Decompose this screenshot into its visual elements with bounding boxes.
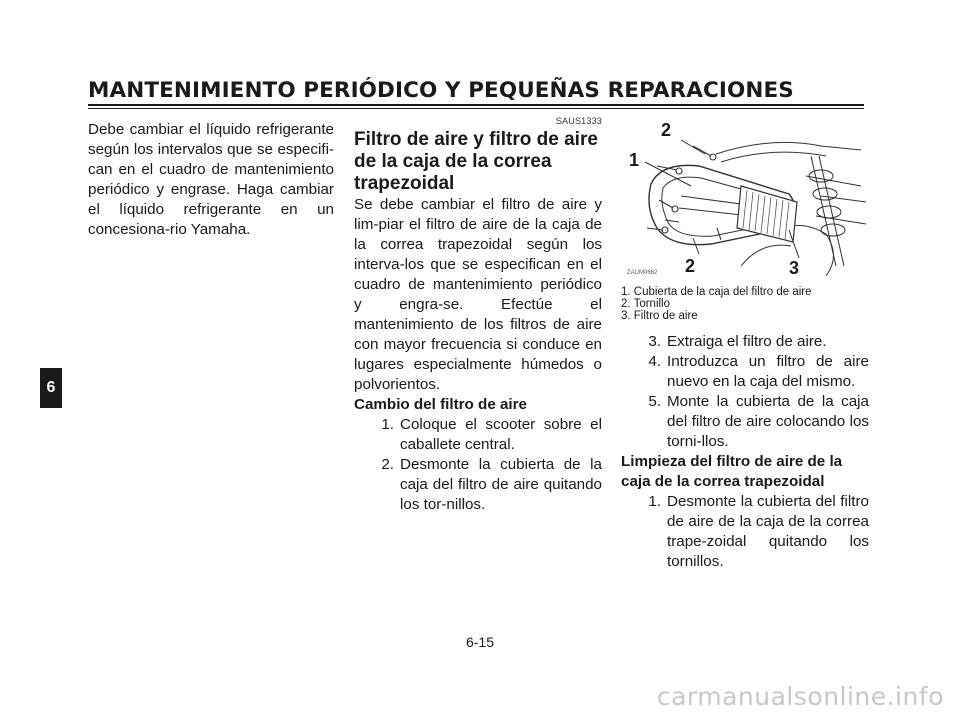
step-number: 1.	[648, 493, 661, 510]
list-item	[354, 415, 602, 455]
step-text: Monte la cubierta de la caja del filtro de aire colocando los torni-llos.	[667, 393, 869, 450]
figure-captions	[621, 286, 869, 322]
caption-item: 3. Filtro de aire	[621, 310, 698, 322]
callout-cover: 1	[629, 150, 640, 170]
column-1	[88, 120, 334, 240]
step-number: 1.	[381, 416, 394, 433]
section-intro: Se debe cambiar el filtro de aire y lim-piar el filtro de aire de la caja de la correa trapezoidal según los interva-los que se especifican en el cuadro de mantenimiento periódico y engra-se. Efectúe el mantenimiento de los filtros de aire con mayor frecuencia si conduce en lugares especialmente húmedos o polvorientos.	[354, 196, 602, 393]
section-code: SAUS1333	[555, 116, 602, 126]
caption-item: 2. Tornillo	[621, 298, 671, 310]
step-number: 5.	[648, 393, 661, 410]
step-text: Extraiga el filtro de aire.	[667, 333, 827, 350]
list-item	[621, 392, 869, 452]
chapter-tab-label: 6	[46, 379, 56, 396]
column-2	[354, 116, 602, 515]
step-number: 3.	[648, 333, 661, 350]
step-text: Introduzca un filtro de aire nuevo en la caja del mismo.	[667, 353, 869, 390]
list-item	[621, 352, 869, 392]
step-number: 2.	[381, 456, 394, 473]
subheading-replace-filter: Cambio del filtro de aire	[354, 396, 528, 413]
air-filter-drawing	[621, 116, 869, 284]
page-header-title: MANTENIMIENTO PERIÓDICO Y PEQUEÑAS REPARACIONES	[88, 78, 794, 103]
list-item	[621, 492, 869, 572]
column-3	[621, 116, 869, 572]
chapter-tab	[40, 368, 62, 408]
callout-bolt-bottom: 2	[685, 256, 696, 276]
step-text: Desmonte la cubierta de la caja del filtro de aire quitando los tor-nillos.	[400, 456, 602, 513]
section-title: Filtro de aire y filtro de aire de la caja de la correa trapezoidal	[354, 129, 598, 194]
list-item	[354, 455, 602, 515]
list-item	[621, 332, 869, 352]
header-rule-thick	[88, 104, 864, 106]
step-number: 4.	[648, 353, 661, 370]
callout-bolt-top: 2	[661, 120, 672, 140]
callout-filter: 3	[789, 258, 800, 278]
figure-image-code: ZAUM0662	[627, 270, 658, 276]
coolant-paragraph: Debe cambiar el líquido refrigerante según los intervalos que se especifi-can en el cuadro de mantenimiento periódico y engrase. Haga cambiar el líquido refrigerante en un concesiona-rio Yamaha.	[88, 121, 334, 238]
watermark: carmanualsonline.info	[656, 682, 944, 711]
step-text: Desmonte la cubierta del filtro de aire de la caja de la correa trape-zoidal quitando los tornillos.	[667, 493, 869, 570]
caption-item: 1. Cubierta de la caja del filtro de aire	[621, 286, 812, 298]
step-text: Coloque el scooter sobre el caballete central.	[400, 416, 602, 453]
header-rule-thin	[88, 108, 864, 109]
subheading-clean-belt-filter: Limpieza del filtro de aire de la caja de la correa trapezoidal	[621, 453, 843, 490]
air-filter-illustration	[621, 116, 869, 284]
page-number: 6-15	[465, 634, 495, 650]
